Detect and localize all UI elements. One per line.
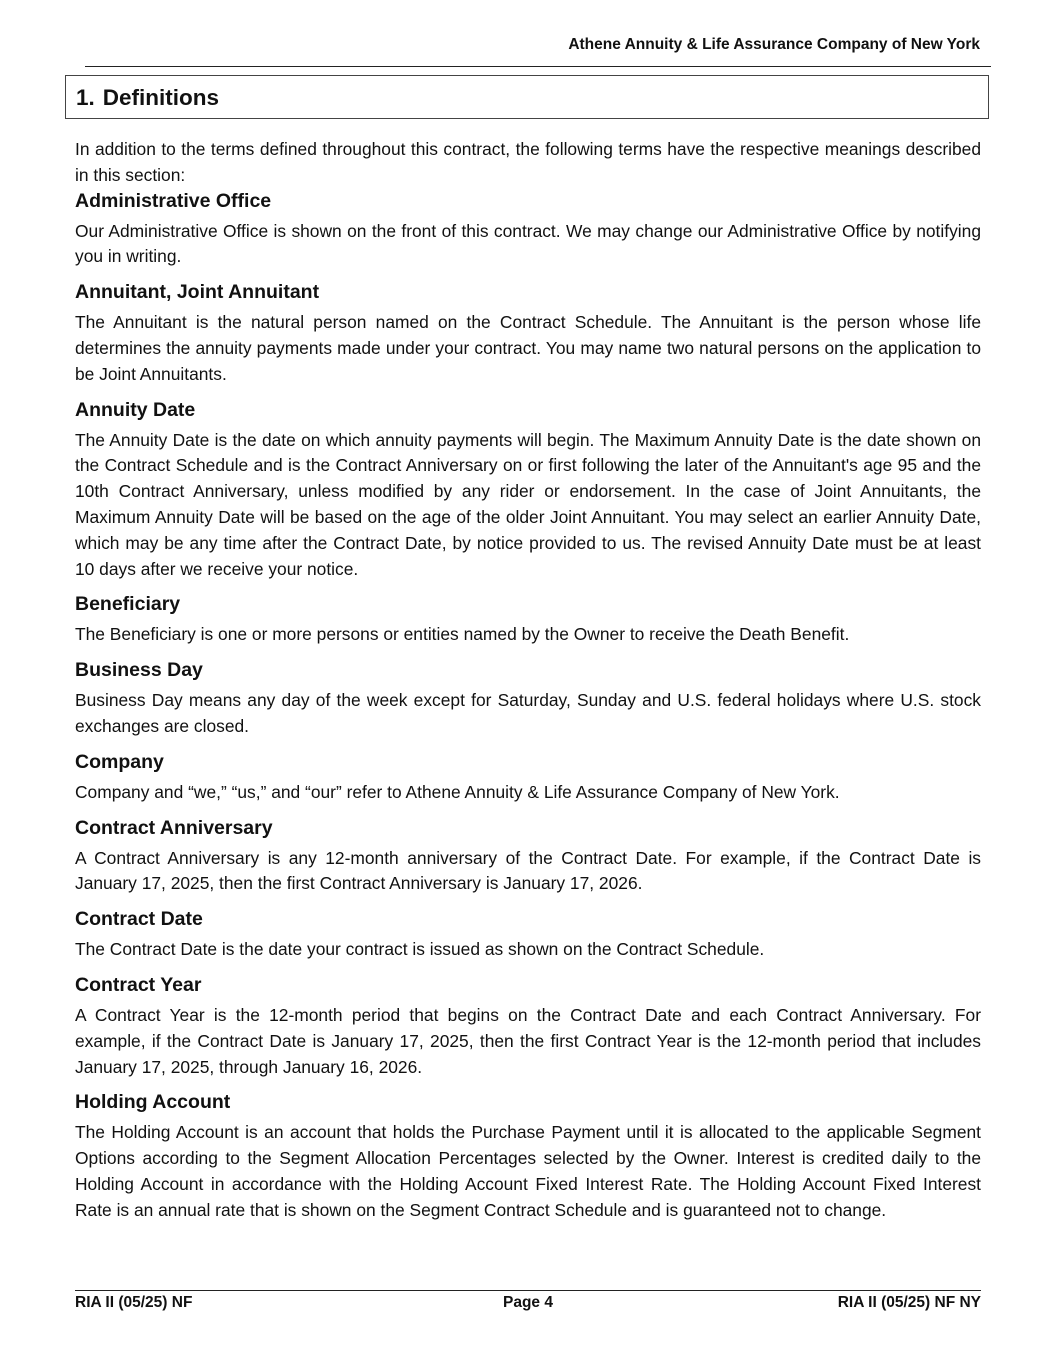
definition-term: Business Day [75, 659, 203, 682]
definition-text: A Contract Year is the 12-month period that begins on the Contract Date and each Contract Anniversary. For example, if the Contract Date is January 17, 2025, then the first Contract Year is the 12-month period that includes January 17, 2025, through January 16, 2026. [75, 1004, 981, 1077]
intro-paragraph: In addition to the terms defined throughout this contract, the following terms have the respective meanings described in this section: [75, 139, 981, 185]
definition-entry [75, 973, 981, 1080]
definition-text: The Annuity Date is the date on which annuity payments will begin. The Maximum Annuity Date is the date shown on the Contract Schedule and is the Contract Anniversary on or first following the later of the Annuitant's age 95 and the 10th Contract Anniversary, unless modified by any rider or endorsement. In the case of Joint Annuitants, the Maximum Annuity Date will be based on the age of the older Joint Annuitant. You may select an earlier Annuity Date, which may be any time after the Contract Date, by notice provided to us. The revised Annuity Date must be at least 10 days after we receive your notice. [75, 429, 981, 579]
section-title-text: Definitions [102, 85, 220, 110]
definition-entry [75, 1090, 981, 1223]
definition-entry [75, 189, 981, 271]
definition-text: The Annuitant is the natural person named on the Contract Schedule. The Annuitant is the person whose life determines the annuity payments made under your contract. You may name two natural persons on the application to be Joint Annuitants. [75, 312, 981, 384]
definition-entry [75, 816, 981, 898]
definition-text: The Beneficiary is one or more persons or entities named by the Owner to receive the Death Benefit. [75, 624, 850, 645]
definitions-content [75, 137, 981, 1234]
definition-term: Administrative Office [75, 189, 272, 212]
definition-text: Company and “we,” “us,” and “our” refer to Athene Annuity & Life Assurance Company of New York. [75, 781, 840, 802]
definition-entry [75, 280, 981, 387]
definition-term: Beneficiary [75, 593, 181, 616]
footer-form-number-ny: RIA II (05/25) NF NY [837, 1294, 981, 1311]
header-company-name: Athene Annuity & Life Assurance Company of New York [568, 36, 980, 53]
definition-entry [75, 398, 981, 583]
definition-term: Contract Anniversary [75, 816, 273, 839]
definition-term: Company [75, 750, 164, 773]
definition-text: Business Day means any day of the week except for Saturday, Sunday and U.S. federal holidays where U.S. stock exchanges are closed. [75, 690, 981, 736]
definition-term: Holding Account [75, 1091, 231, 1114]
footer-divider [75, 1290, 981, 1291]
definition-entry [75, 907, 981, 963]
page-footer [75, 1294, 981, 1314]
section-title [76, 85, 219, 111]
definition-text: A Contract Anniversary is any 12-month anniversary of the Contract Date. For example, if the Contract Date is January 17, 2025, then the first Contract Anniversary is January 17, 2026. [75, 847, 981, 894]
footer-page-number: Page 4 [503, 1294, 553, 1311]
section-number: 1. [76, 85, 95, 110]
definition-text: The Contract Date is the date your contract is issued as shown on the Contract Schedule. [75, 939, 765, 960]
definition-entry [75, 750, 981, 806]
section-heading-box [65, 75, 989, 119]
definition-text: The Holding Account is an account that holds the Purchase Payment until it is allocated to the applicable Segment Options according to the Segment Allocation Percentages selected by the Owner. Interest is credited daily to the Holding Account in accordance with the Holding Account Fixed Interest Rate. The Holding Account Fixed Interest Rate is an annual rate that is shown on the Segment Contract Schedule and is guaranteed not to change. [75, 1122, 981, 1220]
definition-entry [75, 658, 981, 740]
definition-entry [75, 592, 981, 648]
footer-form-number: RIA II (05/25) NF [75, 1294, 193, 1311]
definition-term: Annuitant, Joint Annuitant [75, 281, 320, 304]
definition-term: Contract Date [75, 908, 203, 931]
header-divider [85, 66, 991, 67]
definition-term: Annuity Date [75, 398, 196, 421]
definition-term: Contract Year [75, 973, 202, 996]
definition-text: Our Administrative Office is shown on the front of this contract. We may change our Administrative Office by notifying you in writing. [75, 220, 981, 267]
